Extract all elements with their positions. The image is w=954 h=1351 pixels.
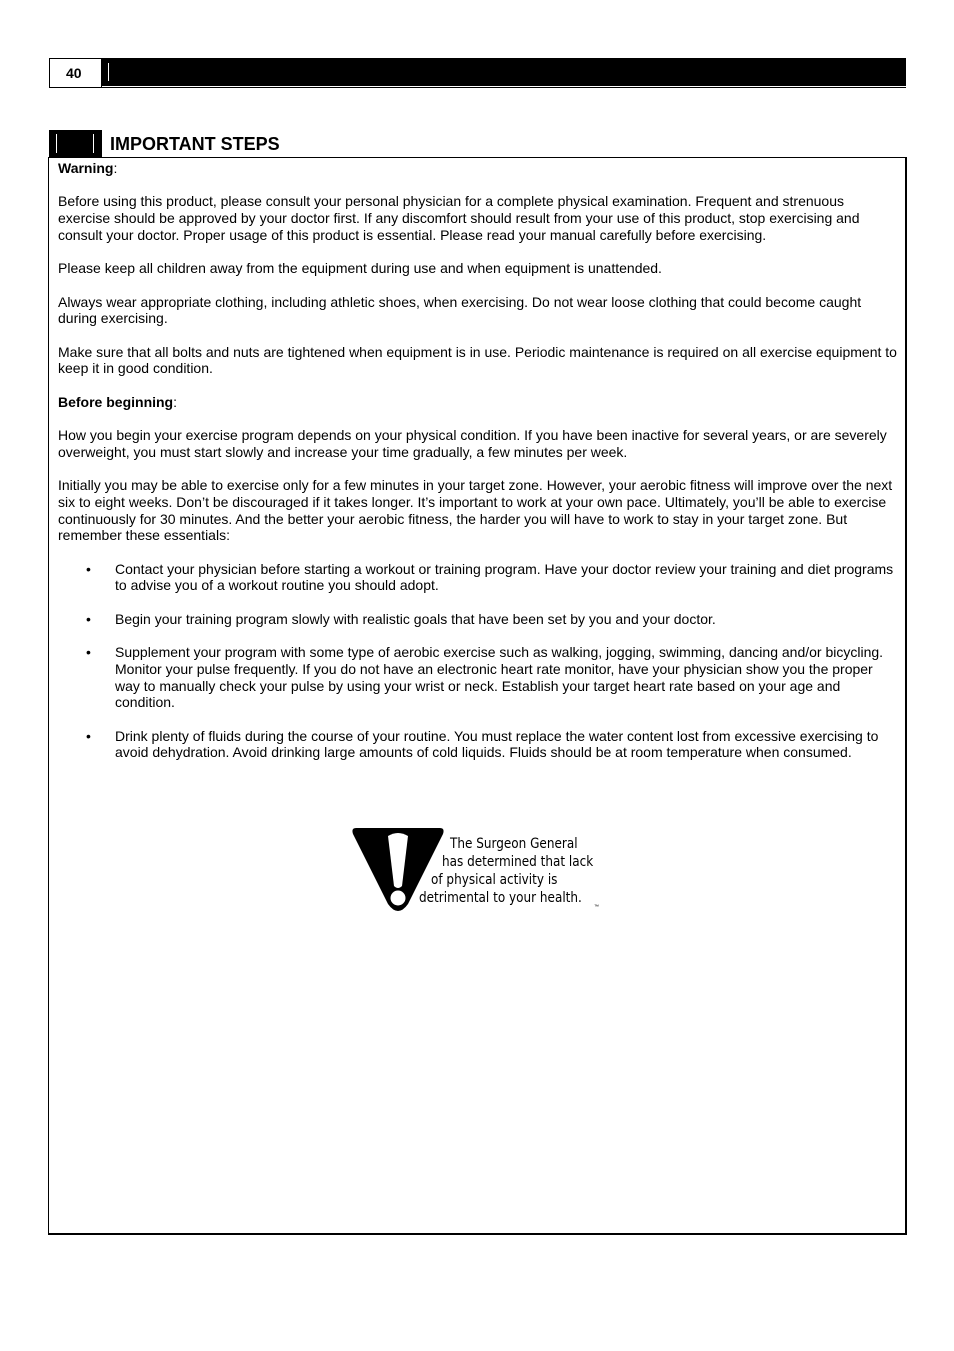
essentials-list (58, 561, 898, 761)
warning-paragraph: Always wear appropriate clothing, including athletic shoes, when exercising. Do not wear loose clothing that could become caught during exercising. (58, 293, 862, 327)
list-item-text: Contact your physician before starting a workout or training program. Have your doctor review your training and diet programs to advise you of a workout routine you should adopt. (115, 560, 894, 594)
list-item (58, 561, 898, 594)
before-beginning-paragraph: How you begin your exercise program depends on your physical condition. If you have been inactive for several years, or are severely overweight, you must start slowly and increase your time gradually, a few minutes per week. (58, 427, 887, 460)
trademark-mark: ™ (594, 904, 599, 910)
bullet-icon: • (86, 560, 91, 577)
surgeon-line: has determined that lack (442, 854, 594, 870)
before-beginning-label: Before beginning (58, 393, 174, 410)
warning-paragraph: Make sure that all bolts and nuts are tightened when equipment is in use. Periodic maintenance is required on all exercise equipment to keep it in good condition. (58, 343, 897, 377)
surgeon-line: The Surgeon General (450, 836, 578, 852)
content-body (58, 160, 898, 761)
list-item-text: Supplement your program with some type of aerobic exercise such as walking, jogging, swimming, dancing and/or bicycling. Monitor your pulse frequently. If you do not have an electronic heart rate monitor, have your physician show you the proper way to manually check your pulse by using your wrist or neck. Establish your target heart rate based on your age and condition. (115, 644, 884, 711)
list-item-text: Begin your training program slowly with realistic goals that have been set by you and your doctor. (115, 610, 716, 627)
list-item (58, 644, 898, 711)
section-marker-bar (93, 134, 94, 153)
bullet-icon: • (86, 727, 91, 744)
before-beginning-colon: : (173, 393, 178, 410)
page-number: 40 (49, 58, 102, 88)
surgeon-line: detrimental to your health. (419, 890, 582, 906)
bullet-icon: • (86, 610, 91, 627)
header-divider (108, 63, 109, 81)
list-item (58, 611, 898, 628)
surgeon-line: of physical activity is (431, 872, 558, 888)
warning-paragraph: Before using this product, please consult your personal physician for a complete physical examination. Frequent and strenuous exercise should be approved by your doctor first. If any discomfort should result from your use of this product, stop exercising and consult your doctor. Proper usage of this product is essential. Please read your manual carefully before exercising. (58, 193, 860, 243)
header-underline (102, 87, 906, 88)
warning-label: Warning (58, 160, 114, 176)
warning-paragraph: Please keep all children away from the equipment during use and when equipment is unattended. (58, 260, 662, 277)
bullet-icon: • (86, 644, 91, 661)
list-item (58, 728, 898, 761)
header-black-band (102, 58, 906, 86)
page-header (49, 58, 906, 88)
section-title: IMPORTANT STEPS (110, 134, 280, 154)
warning-colon: : (113, 160, 118, 176)
surgeon-general-notice (350, 826, 610, 916)
list-item-text: Drink plenty of fluids during the course of your routine. You must replace the water content lost from excessive exercising to avoid dehydration. Avoid drinking large amounts of cold liquids. Fluids should be at room temperature when consumed. (115, 727, 879, 761)
section-marker-block (49, 130, 102, 157)
before-beginning-paragraph: Initially you may be able to exercise only for a few minutes in your target zone. However, your aerobic fitness will improve over the next six to eight weeks. Don’t be discouraged if it takes longer. It’s important to work at your own pace. Ultimately, you’ll be able to exercise continuously for 30 minutes. And the better your aerobic fitness, the harder you will have to work to stay in your target zone. But remember these essentials: (58, 477, 893, 544)
before-beginning-heading (58, 394, 898, 411)
warning-heading (58, 160, 898, 177)
section-marker-bar (56, 134, 57, 153)
